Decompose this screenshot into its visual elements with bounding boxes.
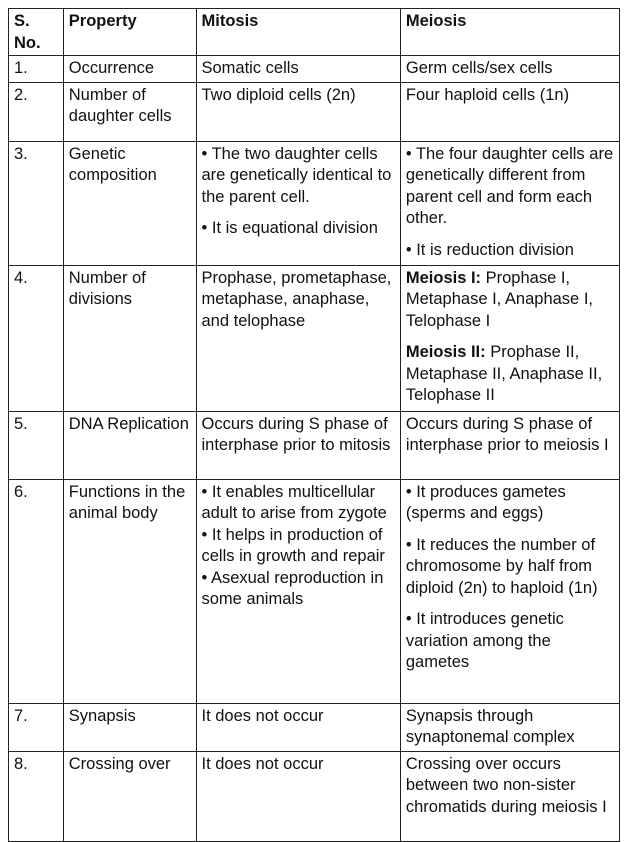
table-row bbox=[9, 703, 620, 751]
cell-text: • It enables multicellular adult to arise from zygote • It helps in production of cells in growth and repair • Asexual reproduction in some animals bbox=[201, 482, 387, 608]
property-cell: Synapsis bbox=[63, 703, 196, 751]
mitosis-cell bbox=[196, 751, 400, 841]
meiosis-cell bbox=[400, 751, 619, 841]
meiosis-1-paragraph bbox=[406, 268, 614, 333]
property-cell: Number of daughter cells bbox=[63, 82, 196, 141]
cell-text: Synapsis through synaptonemal complex bbox=[405, 706, 575, 746]
cell-text: • It reduces the number of chromosome by half from diploid (2n) to haploid (1n) bbox=[405, 535, 598, 597]
cell-text: Somatic cells bbox=[201, 59, 299, 77]
cell-text: • It introduces genetic variation among the gametes bbox=[405, 610, 564, 671]
cell-text: It does not occur bbox=[201, 754, 324, 773]
property-cell: Functions in the animal body bbox=[63, 479, 196, 703]
header-sno: S. No. bbox=[9, 9, 64, 56]
meiosis-cell bbox=[400, 703, 619, 751]
table-row bbox=[9, 82, 620, 141]
row-number: 7. bbox=[9, 703, 64, 751]
table-row bbox=[9, 751, 620, 841]
meiosis-cell bbox=[400, 141, 619, 265]
mitosis-cell bbox=[196, 141, 400, 265]
mitosis-cell bbox=[196, 703, 400, 751]
table-row bbox=[9, 411, 620, 479]
row-number: 2. bbox=[9, 82, 64, 141]
meiosis-2-paragraph bbox=[406, 342, 614, 407]
row-number: 6. bbox=[9, 479, 64, 703]
cell-text: Two diploid cells (2n) bbox=[201, 85, 356, 104]
property-cell: Crossing over bbox=[63, 751, 196, 841]
row-number: 3. bbox=[9, 141, 64, 265]
cell-text: Four haploid cells (1n) bbox=[405, 85, 570, 104]
row-number: 8. bbox=[9, 751, 64, 841]
mitosis-cell bbox=[196, 265, 400, 411]
row-number: 1. bbox=[9, 56, 64, 83]
header-property: Property bbox=[63, 9, 196, 56]
table-row bbox=[9, 141, 620, 265]
row-number: 4. bbox=[9, 265, 64, 411]
cell-text: • It produces gametes (sperms and eggs) bbox=[405, 482, 566, 522]
mitosis-cell bbox=[196, 411, 400, 479]
table-row bbox=[9, 265, 620, 411]
header-row bbox=[9, 9, 620, 56]
mitosis-cell bbox=[196, 479, 400, 703]
mitosis-cell bbox=[196, 82, 400, 141]
comparison-table bbox=[8, 8, 620, 842]
property-cell: Occurrence bbox=[63, 56, 196, 83]
cell-text: Occurs during S phase of interphase prior to meiosis I bbox=[405, 414, 609, 454]
row-number: 5. bbox=[9, 411, 64, 479]
cell-text: • The four daughter cells are genetically different from parent cell and form each other. bbox=[405, 144, 614, 227]
cell-text: It does not occur bbox=[201, 706, 324, 725]
meiosis-cell bbox=[400, 265, 619, 411]
cell-text: Occurs during S phase of interphase prior to mitosis bbox=[201, 414, 391, 454]
property-cell: DNA Replication bbox=[63, 411, 196, 479]
header-meiosis: Meiosis bbox=[400, 9, 619, 56]
meiosis-cell bbox=[400, 479, 619, 703]
table-row bbox=[9, 479, 620, 703]
meiosis-cell bbox=[400, 56, 619, 83]
header-mitosis: Mitosis bbox=[196, 9, 400, 56]
mitosis-cell bbox=[196, 56, 400, 83]
cell-text: Germ cells/sex cells bbox=[405, 59, 553, 77]
cell-text: • It is equational division bbox=[201, 219, 378, 237]
cell-text: Prophase, prometaphase, metaphase, anaphase, and telophase bbox=[201, 268, 392, 330]
property-cell: Genetic composition bbox=[63, 141, 196, 265]
meiosis-cell bbox=[400, 411, 619, 479]
cell-text: • It is reduction division bbox=[405, 240, 574, 259]
table-row bbox=[9, 56, 620, 83]
meiosis-cell bbox=[400, 82, 619, 141]
meiosis-2-label: Meiosis II: bbox=[405, 343, 486, 361]
cell-text: • The two daughter cells are genetically identical to the parent cell. bbox=[201, 144, 392, 206]
meiosis-2-text: Prophase II, Metaphase II, Anaphase II, Telophase II bbox=[405, 343, 603, 404]
property-cell: Number of divisions bbox=[63, 265, 196, 411]
meiosis-1-text: Prophase I, Metaphase I, Anaphase I, Telophase I bbox=[405, 268, 593, 330]
meiosis-1-label: Meiosis I: bbox=[405, 268, 482, 287]
cell-text: Crossing over occurs between two non-sister chromatids during meiosis I bbox=[405, 754, 607, 816]
